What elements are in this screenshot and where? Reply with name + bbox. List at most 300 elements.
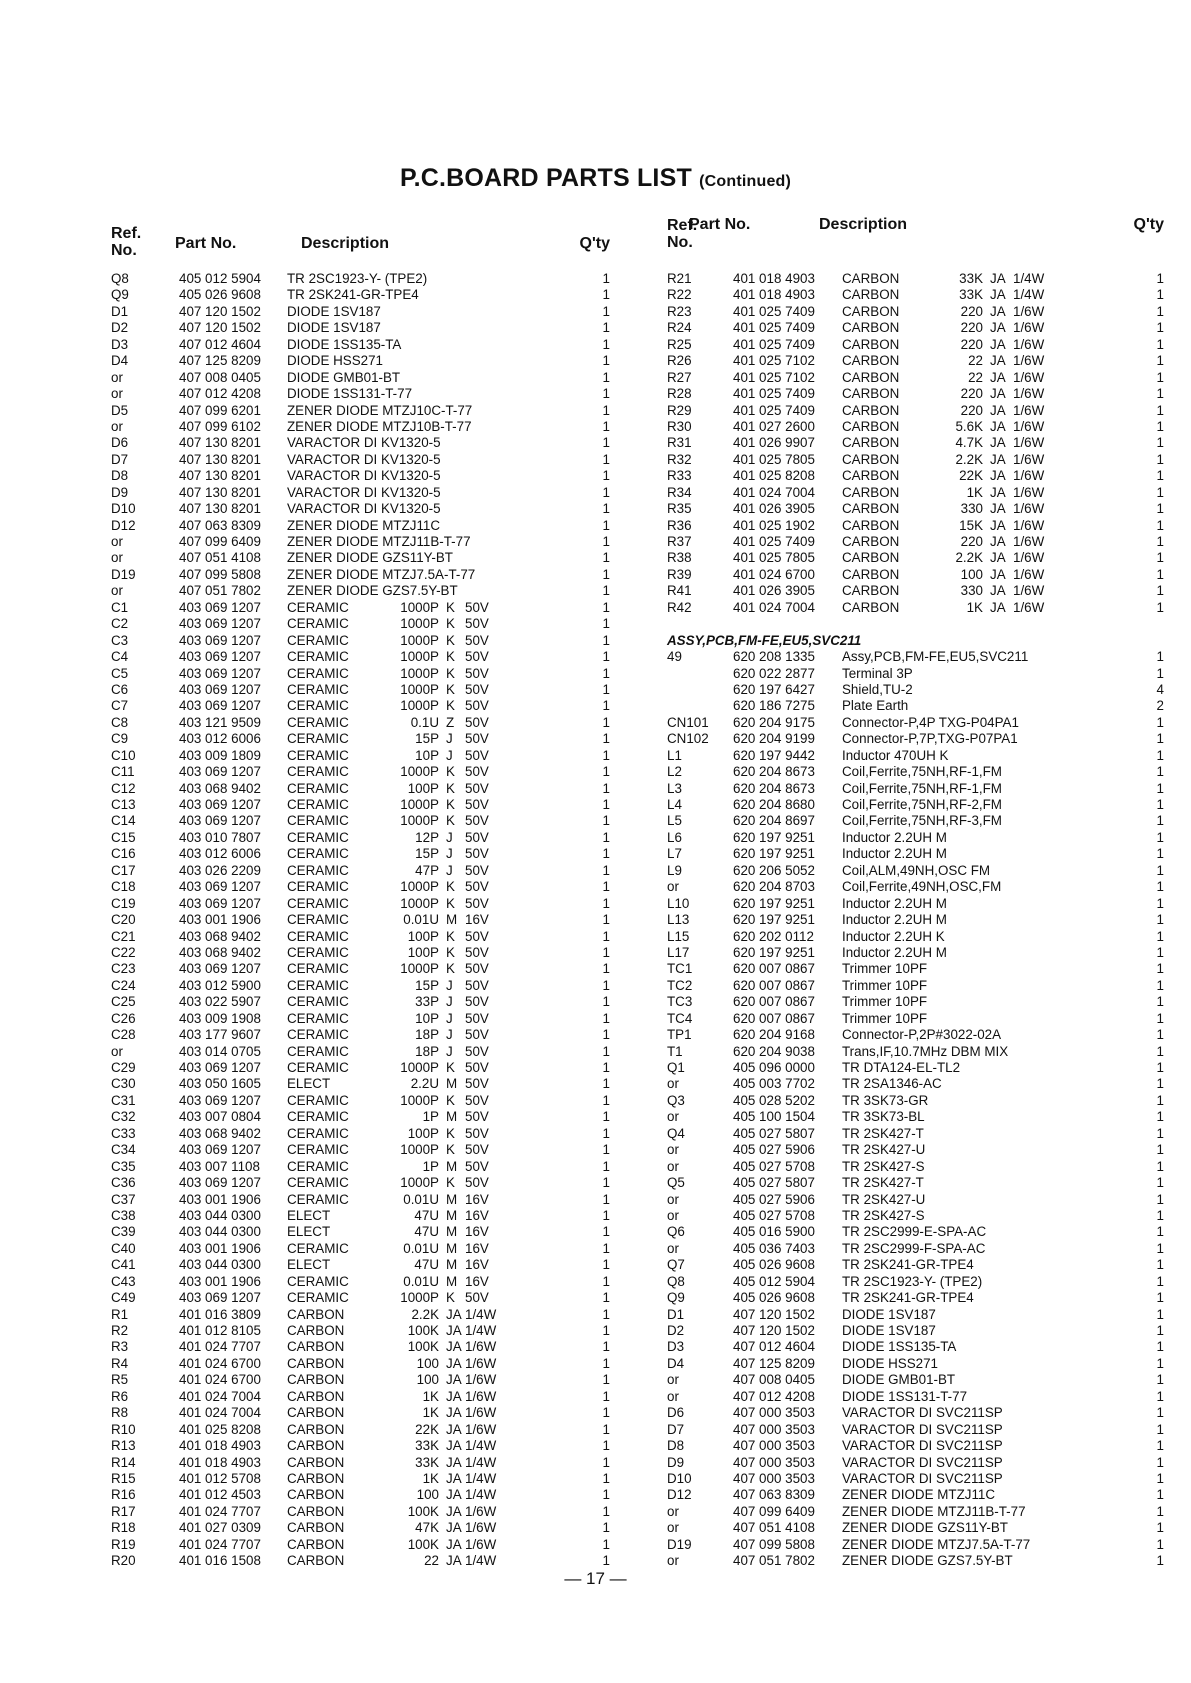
tolerance-cell: JA [990, 369, 1006, 385]
tolerance-cell: JA [990, 435, 1006, 451]
qty-cell: 1 [602, 665, 610, 681]
part-no-cell: 401 025 7409 [733, 336, 815, 352]
ref-cell: D10 [667, 1470, 692, 1486]
value-cell: 1000P [400, 1092, 439, 1108]
value-cell: 15K [959, 517, 983, 533]
qty-cell: 1 [602, 566, 610, 582]
ref-cell: or [667, 1372, 679, 1388]
description-cell: DIODE GMB01-BT [842, 1372, 956, 1388]
rating-cell: 1/4W [465, 1454, 497, 1470]
ref-cell: D5 [111, 402, 129, 418]
table-row [111, 879, 610, 895]
table-row [111, 1126, 610, 1142]
part-no-cell: 403 014 0705 [179, 1043, 261, 1059]
part-no-cell: 407 099 6102 [179, 418, 261, 434]
rating-cell: 1/4W [465, 1438, 497, 1454]
tolerance-cell: K [446, 780, 455, 796]
ref-cell: C43 [111, 1273, 136, 1289]
value-cell: 33K [415, 1454, 439, 1470]
rating-cell: 50V [465, 977, 489, 993]
table-row [667, 682, 1164, 698]
part-no-cell: 401 025 7409 [733, 303, 815, 319]
description-cell: CERAMIC [287, 994, 349, 1010]
table-row [111, 616, 610, 632]
tolerance-cell: J [446, 731, 453, 747]
value-cell: 220 [960, 303, 983, 319]
rating-cell: 1/6W [1013, 451, 1045, 467]
qty-cell: 1 [602, 1240, 610, 1256]
qty-cell: 1 [1156, 1339, 1164, 1355]
qty-cell: 1 [1156, 977, 1164, 993]
description-cell: DIODE 1SS135-TA [842, 1339, 957, 1355]
part-no-cell: 401 024 6700 [733, 566, 815, 582]
table-row [111, 1356, 610, 1372]
ref-cell: TC3 [667, 994, 693, 1010]
qty-cell: 1 [1156, 764, 1164, 780]
part-no-cell: 407 099 5808 [179, 566, 261, 582]
qty-cell: 1 [1156, 583, 1164, 599]
table-row [667, 534, 1164, 550]
ref-cell: C26 [111, 1010, 136, 1026]
ref-cell: R39 [667, 566, 692, 582]
part-no-cell: 403 069 1207 [179, 649, 261, 665]
qty-cell: 1 [602, 912, 610, 928]
description-cell: CERAMIC [287, 1109, 349, 1125]
table-row [111, 813, 610, 829]
description-cell: ZENER DIODE GZS7.5Y-BT [842, 1553, 1013, 1569]
table-row [111, 1520, 610, 1536]
part-no-cell: 401 027 2600 [733, 418, 815, 434]
qty-cell: 1 [602, 1125, 610, 1141]
tolerance-cell: JA [990, 517, 1006, 533]
description-cell: CARBON [287, 1503, 345, 1519]
ref-cell: C24 [111, 977, 136, 993]
ref-cell: or [111, 550, 123, 566]
table-row [111, 1159, 610, 1175]
description-cell: ELECT [287, 1207, 331, 1223]
qty-cell: 1 [602, 1421, 610, 1437]
table-body [111, 271, 610, 1570]
tolerance-cell: JA [990, 353, 1006, 369]
description-cell: DIODE 1SS131-T-77 [287, 386, 413, 402]
table-row [111, 468, 610, 484]
rating-cell: 1/6W [465, 1520, 497, 1536]
rating-cell: 50V [465, 698, 489, 714]
table-row [111, 353, 610, 369]
part-no-cell: 401 018 4903 [179, 1438, 261, 1454]
qty-cell: 1 [602, 944, 610, 960]
table-row [667, 1405, 1164, 1421]
ref-cell: R10 [111, 1421, 136, 1437]
table-row [667, 961, 1164, 977]
rating-cell: 1/6W [1013, 583, 1045, 599]
description-cell: CARBON [287, 1323, 345, 1338]
table-row [667, 1323, 1164, 1339]
description-cell: Coil,Ferrite,49NH,OSC,FM [842, 879, 1002, 895]
ref-cell: or [667, 1142, 679, 1158]
description-cell: CERAMIC [287, 1175, 349, 1191]
ref-cell: D19 [667, 1536, 692, 1552]
ref-cell: C16 [111, 846, 136, 862]
description-cell: CERAMIC [287, 1043, 349, 1059]
description-cell: Connector-P,4P TXG-P04PA1 [842, 714, 1019, 730]
page-number: — 17 — [564, 1569, 627, 1588]
rating-cell: 50V [465, 846, 489, 862]
table-row [667, 830, 1164, 846]
value-cell: 22K [959, 468, 983, 484]
qty-cell: 1 [1156, 1191, 1164, 1207]
description-cell: CARBON [287, 1438, 345, 1454]
description-cell: CARBON [842, 336, 900, 352]
ref-cell: or [667, 1240, 679, 1256]
header-part-no: Part No. [689, 216, 751, 233]
part-no-cell: 401 012 5708 [179, 1470, 261, 1486]
table-row [111, 666, 610, 682]
tolerance-cell: JA [990, 303, 1006, 319]
rating-cell: 50V [465, 1010, 489, 1026]
rating-cell: 50V [465, 747, 489, 763]
tolerance-cell: JA [446, 1355, 462, 1371]
rating-cell: 1/6W [1013, 336, 1045, 352]
tolerance-cell: M [446, 1109, 458, 1125]
ref-cell: Q4 [667, 1125, 685, 1141]
tolerance-cell: JA [990, 451, 1006, 467]
rating-cell: 50V [465, 1109, 489, 1125]
rating-cell: 50V [465, 928, 489, 944]
table-row [111, 961, 610, 977]
table-row [667, 1060, 1164, 1076]
value-cell: 330 [960, 501, 983, 517]
ref-cell: R33 [667, 468, 692, 484]
tolerance-cell: JA [446, 1553, 462, 1569]
qty-cell: 1 [1156, 994, 1164, 1010]
ref-cell: C37 [111, 1191, 136, 1207]
qty-cell: 1 [602, 386, 610, 402]
part-no-cell: 401 024 6700 [179, 1355, 261, 1371]
value-cell: 1K [422, 1405, 439, 1421]
ref-cell: R24 [667, 320, 692, 336]
value-cell: 0.01U [403, 912, 439, 928]
description-cell: CARBON [287, 1405, 345, 1421]
ref-cell: C25 [111, 994, 136, 1010]
part-no-cell: 407 051 7802 [733, 1553, 815, 1569]
qty-cell: 1 [602, 369, 610, 385]
table-row [667, 1159, 1164, 1175]
table-row [111, 370, 610, 386]
header-qty: Q'ty [1133, 216, 1164, 233]
ref-cell: or [111, 583, 123, 599]
ref-cell: R42 [667, 599, 692, 615]
value-cell: 220 [960, 534, 983, 549]
table-row [111, 649, 610, 665]
rating-cell: 1/6W [1013, 353, 1045, 369]
description-cell: Trans,IF,10.7MHz DBM MIX [842, 1043, 1009, 1059]
rating-cell: 16V [465, 1240, 489, 1256]
ref-cell: D12 [667, 1487, 692, 1503]
ref-cell: R21 [667, 271, 692, 286]
ref-cell: D7 [667, 1421, 685, 1437]
value-cell: 47U [414, 1207, 439, 1223]
description-cell: CARBON [287, 1421, 345, 1437]
qty-cell: 1 [1156, 1109, 1164, 1125]
ref-cell: D3 [667, 1339, 685, 1355]
tolerance-cell: JA [990, 583, 1006, 599]
qty-cell: 1 [602, 1520, 610, 1536]
value-cell: 1000P [400, 1290, 439, 1306]
tolerance-cell: K [446, 698, 455, 714]
description-cell: TR 3SK73-GR [842, 1092, 929, 1108]
ref-cell: D3 [111, 336, 129, 352]
part-no-cell: 403 001 1906 [179, 912, 261, 928]
value-cell: 1000P [400, 764, 439, 780]
tolerance-cell: JA [990, 534, 1006, 549]
rating-cell: 50V [465, 813, 489, 829]
qty-cell: 1 [1156, 1470, 1164, 1486]
ref-cell: CN101 [667, 714, 709, 730]
part-no-cell: 407 000 3503 [733, 1405, 815, 1421]
ref-cell: R15 [111, 1470, 136, 1486]
description-cell: CERAMIC [287, 1191, 349, 1207]
value-cell: 100K [407, 1323, 439, 1338]
description-cell: CARBON [287, 1536, 345, 1552]
table-row [667, 452, 1164, 468]
ref-cell: D4 [667, 1355, 685, 1371]
table-row [111, 781, 610, 797]
part-no-cell: 401 016 3809 [179, 1306, 261, 1322]
part-no-cell: 407 063 8309 [733, 1487, 815, 1503]
table-row [111, 945, 610, 961]
tolerance-cell: J [446, 747, 453, 763]
table-row [667, 1011, 1164, 1027]
rating-cell: 1/6W [1013, 369, 1045, 385]
part-no-cell: 403 069 1207 [179, 616, 261, 632]
table-row [667, 304, 1164, 320]
table-row [111, 1274, 610, 1290]
table-row [667, 813, 1164, 829]
part-no-cell: 620 197 9442 [733, 747, 815, 763]
description-cell: CERAMIC [287, 912, 349, 928]
rating-cell: 1/6W [1013, 517, 1045, 533]
description-cell: CARBON [287, 1388, 345, 1404]
qty-cell: 1 [1156, 1273, 1164, 1289]
description-cell: CERAMIC [287, 1290, 349, 1306]
part-no-cell: 405 026 9608 [733, 1257, 815, 1273]
description-cell: CARBON [842, 303, 900, 319]
tolerance-cell: JA [990, 566, 1006, 582]
part-no-cell: 403 001 1906 [179, 1191, 261, 1207]
description-cell: ZENER DIODE GZS11Y-BT [287, 550, 453, 566]
ref-cell: Q8 [667, 1273, 685, 1289]
rating-cell: 16V [465, 1224, 489, 1240]
ref-cell: C36 [111, 1175, 136, 1191]
tolerance-cell: JA [990, 418, 1006, 434]
ref-cell: C15 [111, 829, 136, 845]
part-no-cell: 620 204 9038 [733, 1043, 815, 1059]
description-cell: DIODE GMB01-BT [287, 369, 401, 385]
description-cell: CARBON [842, 599, 900, 615]
part-no-cell: 407 008 0405 [733, 1372, 815, 1388]
ref-cell: C6 [111, 681, 129, 697]
ref-cell: C33 [111, 1125, 136, 1141]
ref-cell: Q7 [667, 1257, 685, 1273]
part-no-cell: 403 069 1207 [179, 1092, 261, 1108]
tolerance-cell: JA [446, 1438, 462, 1454]
rating-cell: 1/6W [465, 1421, 497, 1437]
qty-cell: 1 [602, 1191, 610, 1207]
table-row [111, 1471, 610, 1487]
qty-cell: 1 [602, 468, 610, 484]
part-no-cell: 620 197 9251 [733, 912, 815, 928]
rating-cell: 1/6W [465, 1339, 497, 1355]
part-no-cell: 407 000 3503 [733, 1454, 815, 1470]
value-cell: 1000P [400, 665, 439, 681]
rating-cell: 1/4W [465, 1470, 497, 1486]
description-cell: CERAMIC [287, 813, 349, 829]
part-no-cell: 405 027 5807 [733, 1175, 815, 1191]
part-no-cell: 407 120 1502 [733, 1323, 815, 1338]
qty-cell: 1 [602, 1553, 610, 1569]
table-row [667, 271, 1164, 287]
part-no-cell: 403 069 1207 [179, 797, 261, 812]
ref-cell: D10 [111, 501, 136, 517]
rating-cell: 1/6W [1013, 550, 1045, 566]
tolerance-cell: JA [446, 1323, 462, 1338]
part-no-cell: 620 204 8673 [733, 780, 815, 796]
rating-cell: 50V [465, 764, 489, 780]
ref-cell: R32 [667, 451, 692, 467]
qty-cell: 1 [1156, 386, 1164, 402]
table-row [111, 271, 610, 287]
part-no-cell: 403 069 1207 [179, 1142, 261, 1158]
tolerance-cell: M [446, 1257, 458, 1273]
part-no-cell: 403 068 9402 [179, 928, 261, 944]
tolerance-cell: JA [446, 1503, 462, 1519]
qty-cell: 1 [602, 879, 610, 895]
table-row [667, 929, 1164, 945]
table-row [667, 1339, 1164, 1355]
tolerance-cell: JA [446, 1421, 462, 1437]
ref-cell: D2 [111, 320, 129, 336]
part-no-cell: 620 007 0867 [733, 1010, 815, 1026]
description-cell: TR 2SK427-T [842, 1175, 924, 1191]
table-row [111, 978, 610, 994]
qty-cell: 1 [602, 1438, 610, 1454]
table-row [111, 1142, 610, 1158]
value-cell: 2.2K [955, 451, 983, 467]
description-cell: Assy,PCB,FM-FE,EU5,SVC211 [842, 649, 1029, 665]
part-no-cell: 407 120 1502 [179, 320, 261, 336]
part-no-cell: 401 025 7805 [733, 451, 815, 467]
qty-cell: 1 [1156, 534, 1164, 549]
ref-cell: C8 [111, 714, 129, 730]
table-row [667, 1504, 1164, 1520]
table-row [667, 518, 1164, 534]
value-cell: 1000P [400, 961, 439, 977]
description-cell: CARBON [842, 435, 900, 451]
part-no-cell: 407 000 3503 [733, 1470, 815, 1486]
part-no-cell: 403 069 1207 [179, 813, 261, 829]
part-no-cell: 405 027 5708 [733, 1207, 815, 1223]
description-cell: ZENER DIODE MTZJ11C [842, 1487, 996, 1503]
table-row [111, 1438, 610, 1454]
table-row [667, 1455, 1164, 1471]
description-cell: Trimmer 10PF [842, 977, 928, 993]
rating-cell: 1/6W [1013, 435, 1045, 451]
description-cell: TR 2SK427-U [842, 1142, 926, 1158]
qty-cell: 1 [602, 1290, 610, 1306]
part-no-cell: 407 099 6409 [179, 534, 261, 549]
qty-cell: 1 [1156, 813, 1164, 829]
description-cell: VARACTOR DI SVC211SP [842, 1421, 1003, 1437]
part-no-cell: 620 186 7275 [733, 698, 815, 714]
ref-cell: C41 [111, 1257, 136, 1273]
part-no-cell: 401 024 7707 [179, 1503, 261, 1519]
ref-cell: 49 [667, 649, 682, 665]
table-row [667, 567, 1164, 583]
qty-cell: 1 [1156, 1224, 1164, 1240]
ref-cell: R4 [111, 1355, 129, 1371]
description-cell: TR 2SK427-T [842, 1125, 924, 1141]
table-row [111, 419, 610, 435]
part-no-cell: 403 050 1605 [179, 1076, 261, 1092]
description-cell: ZENER DIODE MTZJ11B-T-77 [842, 1503, 1026, 1519]
table-row [111, 1011, 610, 1027]
qty-cell: 1 [1156, 303, 1164, 319]
part-no-cell: 401 018 4903 [733, 287, 815, 303]
qty-cell: 1 [1156, 1257, 1164, 1273]
description-cell: CARBON [842, 418, 900, 434]
part-no-cell: 405 012 5904 [179, 271, 261, 286]
description-cell: CARBON [842, 501, 900, 517]
table-row [667, 896, 1164, 912]
qty-cell: 1 [1156, 599, 1164, 615]
description-cell: VARACTOR DI KV1320-5 [287, 501, 441, 517]
description-cell: CERAMIC [287, 747, 349, 763]
ref-cell: R16 [111, 1487, 136, 1503]
part-no-cell: 403 121 9509 [179, 714, 261, 730]
qty-cell: 1 [602, 1092, 610, 1108]
table-row [667, 600, 1164, 616]
description-cell: CERAMIC [287, 1142, 349, 1158]
table-row [111, 583, 610, 599]
table-row [667, 1438, 1164, 1454]
table-row [667, 666, 1164, 682]
table-header [667, 216, 1164, 271]
table-row [111, 518, 610, 534]
qty-cell: 1 [1156, 1438, 1164, 1454]
rating-cell: 50V [465, 714, 489, 730]
description-cell: Trimmer 10PF [842, 961, 928, 977]
value-cell: 1K [966, 484, 983, 500]
part-no-cell: 403 044 0300 [179, 1207, 261, 1223]
part-no-cell: 407 130 8201 [179, 451, 261, 467]
tolerance-cell: M [446, 1224, 458, 1240]
qty-cell: 1 [1156, 829, 1164, 845]
description-cell: Inductor 2.2UH M [842, 912, 947, 928]
part-no-cell: 620 007 0867 [733, 994, 815, 1010]
ref-cell: C17 [111, 862, 136, 878]
ref-cell: L7 [667, 846, 682, 862]
qty-cell: 1 [1156, 944, 1164, 960]
description-cell: CARBON [842, 566, 900, 582]
table-row [111, 1422, 610, 1438]
value-cell: 12P [415, 829, 439, 845]
part-no-cell: 403 177 9607 [179, 1027, 261, 1043]
ref-cell: C39 [111, 1224, 136, 1240]
title-text: P.C.BOARD PARTS LIST [399, 164, 692, 192]
qty-cell: 1 [1156, 468, 1164, 484]
table-row [667, 287, 1164, 303]
